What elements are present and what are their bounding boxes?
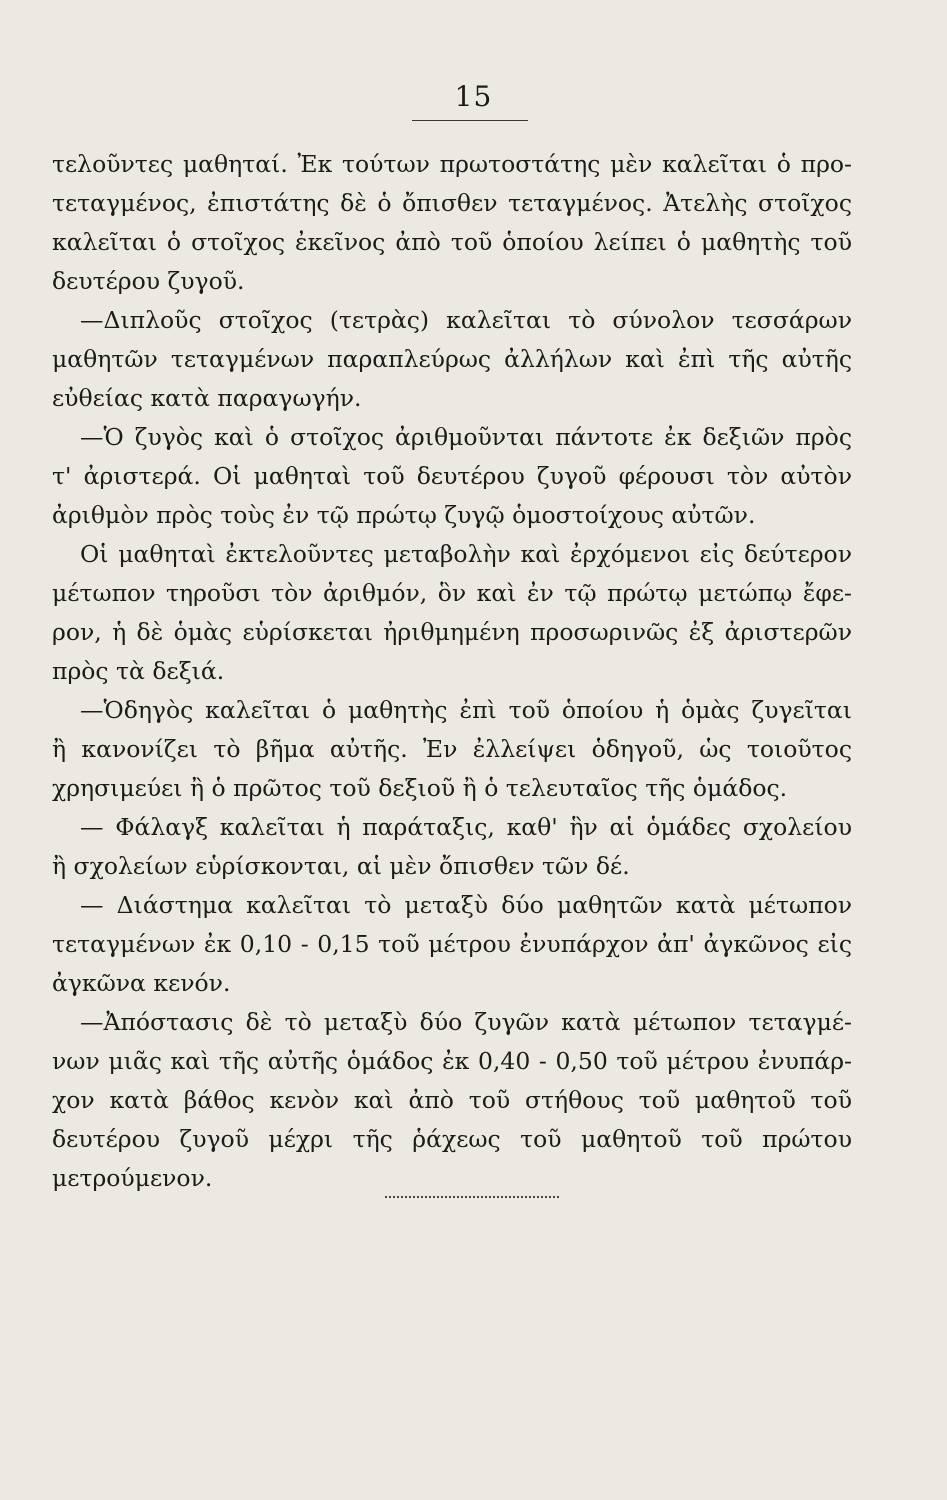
text-line: νων μιᾶς καὶ τῆς αὐτῆς ὁμάδος ἐκ 0,40 - 0,50 τοῦ μέτρου ἐνυπάρ- [52,1047,852,1075]
text-line: μετρούμενον. [52,1164,213,1192]
page-number: 15 [454,80,493,113]
text-line: —Διπλοῦς στοῖχος (τετρὰς) καλεῖται τὸ σύνολον τεσσάρων [80,306,852,334]
text-line: μέτωπον τηροῦσι τὸν ἀριθμόν, ὃν καὶ ἐν τῷ πρώτῳ μετώπῳ ἔφε- [52,579,852,607]
text-line: καλεῖται ὁ στοῖχος ἐκεῖνος ἀπὸ τοῦ ὁποίου λείπει ὁ μαθητὴς τοῦ [52,228,852,256]
text-line: ἢ σχολείων εὑρίσκονται, αἱ μὲν ὄπισθεν τῶν δέ. [52,852,630,880]
text-line: πρὸς τὰ δεξιά. [52,657,225,685]
header-rule [412,120,528,121]
text-line: δευτέρου ζυγοῦ. [52,267,245,295]
text-line: —Ὁδηγὸς καλεῖται ὁ μαθητὴς ἐπὶ τοῦ ὁποίου ἡ ὁμὰς ζυγεῖται [80,696,852,724]
text-line: — Φάλαγξ καλεῖται ἡ παράταξις, καθ' ἣν αἱ ὁμάδες σχολείου [80,813,852,841]
text-line: τεταγμένος, ἐπιστάτης δὲ ὁ ὄπισθεν τεταγμένος. Ἀτελὴς στοῖχος [52,189,852,217]
text-line: —Ὁ ζυγὸς καὶ ὁ στοῖχος ἀριθμοῦνται πάντοτε ἐκ δεξιῶν πρὸς [80,423,852,451]
text-line: —Ἀπόστασις δὲ τὸ μεταξὺ δύο ζυγῶν κατὰ μέτωπον τεταγμέ- [80,1008,852,1036]
text-line: χον κατὰ βάθος κενὸν καὶ ἀπὸ τοῦ στήθους τοῦ μαθητοῦ τοῦ [52,1086,852,1114]
text-line: χρησιμεύει ἢ ὁ πρῶτος τοῦ δεξιοῦ ἢ ὁ τελευταῖος τῆς ὁμάδος. [52,774,788,802]
text-line: — Διάστημα καλεῖται τὸ μεταξὺ δύο μαθητῶν κατὰ μέτωπον [80,891,852,919]
text-line: τεταγμένων ἐκ 0,10 - 0,15 τοῦ μέτρου ἐνυπάρχον ἀπ' ἀγκῶνος εἰς [52,930,852,958]
text-line: εὐθείας κατὰ παραγωγήν. [52,384,362,412]
text-line: ἀγκῶνα κενόν. [52,969,231,997]
end-rule [385,1196,559,1198]
text-line: μαθητῶν τεταγμένων παραπλεύρως ἀλλήλων καὶ ἐπὶ τῆς αὐτῆς [52,345,852,373]
text-line: τελοῦντες μαθηταί. Ἐκ τούτων πρωτοστάτης μὲν καλεῖται ὁ προ- [52,150,852,178]
text-line: ρον, ἡ δὲ ὁμὰς εὑρίσκεται ἠριθμημένη προσωρινῶς ἐξ ἀριστερῶν [52,618,852,646]
text-line: τ' ἀριστερά. Οἱ μαθηταὶ τοῦ δευτέρου ζυγοῦ φέρουσι τὸν αὐτὸν [52,462,852,490]
text-line: Οἱ μαθηταὶ ἐκτελοῦντες μεταβολὴν καὶ ἐρχόμενοι εἰς δεύτερον [80,540,852,568]
text-line: ἢ κανονίζει τὸ βῆμα αὐτῆς. Ἐν ἐλλείψει ὁδηγοῦ, ὡς τοιοῦτος [52,735,852,763]
body-text [52,145,852,1198]
text-line: δευτέρου ζυγοῦ μέχρι τῆς ῥάχεως τοῦ μαθητοῦ τοῦ πρώτου [52,1125,852,1153]
text-line: ἀριθμὸν πρὸς τοὺς ἐν τῷ πρώτῳ ζυγῷ ὁμοστοίχους αὐτῶν. [52,501,756,529]
